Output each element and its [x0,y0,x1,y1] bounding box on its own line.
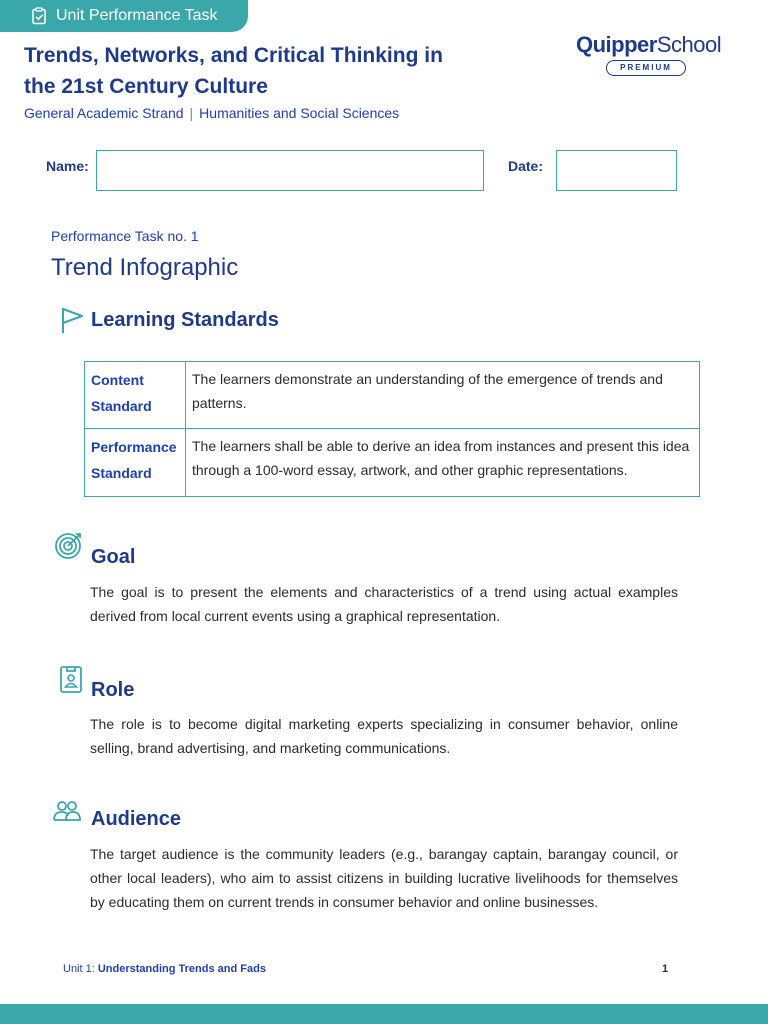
id-badge-icon [56,664,86,694]
target-icon [54,530,84,560]
content-standard-text: The learners demonstrate an understanding of the emergence of trends and patterns. [186,362,700,429]
clipboard-check-icon [30,7,48,25]
name-field[interactable] [96,150,484,191]
task-title: Trend Infographic [51,254,239,281]
document-title: Trends, Networks, and Critical Thinking in the 21st Century Culture [24,44,443,98]
learning-standards-table [84,361,700,497]
track-label: Humanities and Social Sciences [199,105,400,121]
role-text: The role is to become digital marketing experts specializing in consumer behavior, online selling, brand advertising, and marketing communications. [90,716,678,756]
table-row [85,362,700,429]
page-number: 1 [662,963,669,975]
quipper-school-logo [576,32,726,76]
table-row [85,429,700,497]
performance-standard-label: Performance Standard [85,429,186,497]
flag-icon [58,305,88,335]
audience-text: The target audience is the community leaders (e.g., barangay captain, barangay council, or other local leaders), who aim to assist citizens in building lucrative livelihoods for themselves by educating them on current trends in consumer behavior and online businesses. [90,846,678,910]
content-standard-label: Content Standard [85,362,186,429]
footer-bar [0,1004,768,1024]
goal-text: The goal is to present the elements and characteristics of a trend using actual examples derived from local current events using a graphical representation. [90,584,678,624]
date-field[interactable] [556,150,677,191]
date-label: Date: [508,158,544,174]
badge-label: Unit Performance Task [56,7,218,24]
unit-performance-task-badge [0,0,248,32]
footer-unit-label: Unit 1: Understanding Trends and Fads [63,963,266,975]
name-label: Name: [46,158,89,174]
task-number: Performance Task no. 1 [51,228,199,244]
role-heading: Role [91,679,135,701]
learning-standards-heading: Learning Standards [91,309,279,331]
strand-line [24,105,399,121]
goal-heading: Goal [91,546,136,568]
performance-standard-text: The learners shall be able to derive an idea from instances and present this idea through a 100-word essay, artwork, and other graphic representations. [186,429,700,497]
premium-tag: PREMIUM [606,60,686,76]
logo-wordmark: QuipperSchool [576,32,722,57]
strand-label: General Academic Strand [24,105,184,121]
audience-heading: Audience [91,808,182,830]
strand-separator: | [189,105,194,121]
users-icon [52,796,82,826]
